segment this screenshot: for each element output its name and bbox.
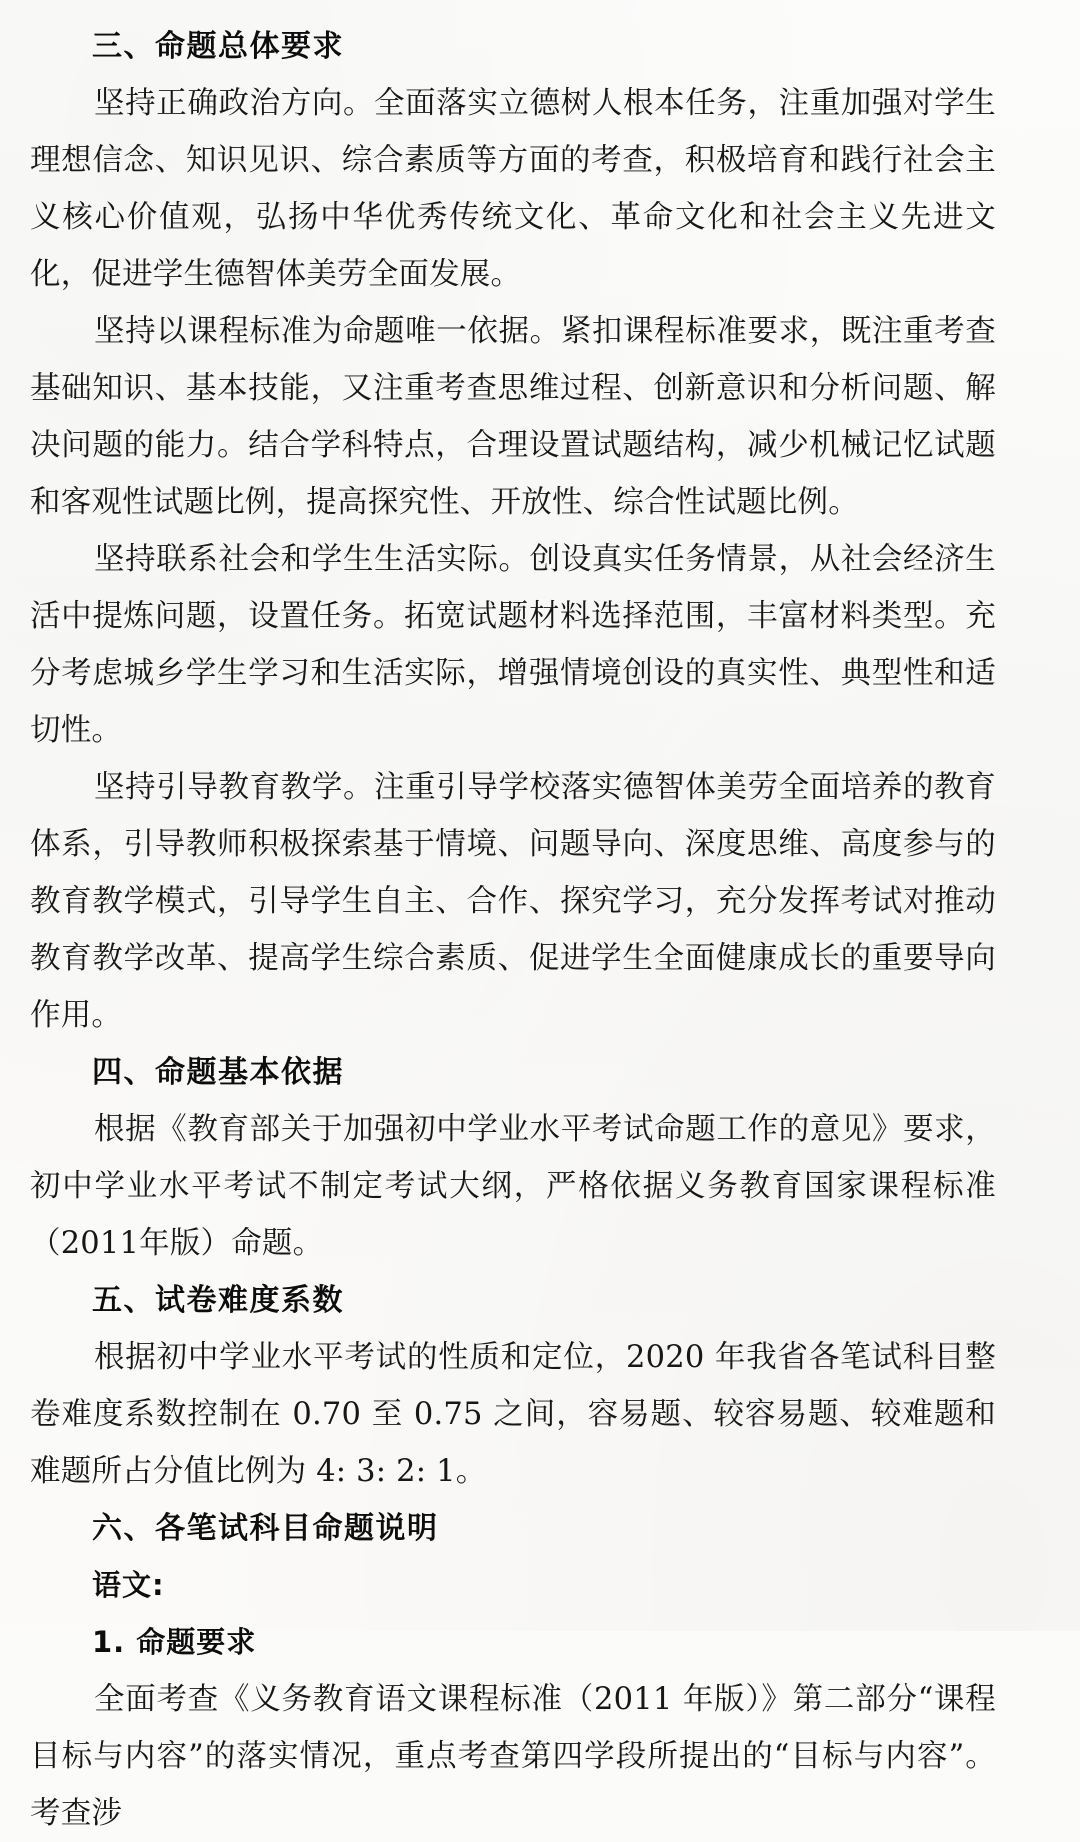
subsection-heading-1: 1. 命题要求 (92, 1625, 257, 1659)
paragraph-chinese-requirements: 全面考查《义务教育语文课程标准（2011 年版）》第二部分“课程目标与内容”的落实情况，重点考查第四学段所提出的“目标与内容”。考查涉 (30, 1682, 996, 1831)
paragraph-political-direction: 坚持正确政治方向。全面落实立德树人根本任务，注重加强对学生理想信念、知识见识、综合素质等方面的考查，积极培育和践行社会主义核心价值观，弘扬中华优秀传统文化、革命文化和社会主义先进文化，促进学生德智体美劳全面发展。 (30, 86, 996, 292)
paragraph-basic-basis: 根据《教育部关于加强初中学业水平考试命题工作的意见》要求，初中学业水平考试不制定考试大纲，严格依据义务教育国家课程标准（2011年版）命题。 (30, 1112, 996, 1261)
subject-heading-chinese: 语文: (92, 1568, 165, 1602)
paragraph-difficulty-coefficient: 根据初中学业水平考试的性质和定位，2020 年我省各笔试科目整卷难度系数控制在 0.70 至 0.75 之间，容易题、较容易题、较难题和难题所占分值比例为 4: 3: 2: 1。 (30, 1340, 996, 1489)
section-heading-5: 五、试卷难度系数 (92, 1283, 344, 1318)
section-heading-6: 六、各笔试科目命题说明 (92, 1511, 439, 1546)
paragraph-guiding-teaching: 坚持引导教育教学。注重引导学校落实德智体美劳全面培养的教育体系，引导教师积极探索基于情境、问题导向、深度思维、高度参与的教育教学模式，引导学生自主、合作、探究学习，充分发挥考试对推动教育教学改革、提高学生综合素质、促进学生全面健康成长的重要导向作用。 (30, 770, 996, 1033)
paragraph-social-life-connection: 坚持联系社会和学生生活实际。创设真实任务情景，从社会经济生活中提炼问题，设置任务。拓宽试题材料选择范围，丰富材料类型。充分考虑城乡学生学习和生活实际，增强情境创设的真实性、典型性和适切性。 (30, 542, 996, 748)
document-body (30, 18, 996, 1842)
section-heading-3: 三、命题总体要求 (92, 29, 344, 64)
section-heading-4: 四、命题基本依据 (92, 1055, 344, 1090)
paragraph-curriculum-standard: 坚持以课程标准为命题唯一依据。紧扣课程标准要求，既注重考查基础知识、基本技能，又注重考查思维过程、创新意识和分析问题、解决问题的能力。结合学科特点，合理设置试题结构，减少机械记忆试题和客观性试题比例，提高探究性、开放性、综合性试题比例。 (30, 314, 996, 520)
